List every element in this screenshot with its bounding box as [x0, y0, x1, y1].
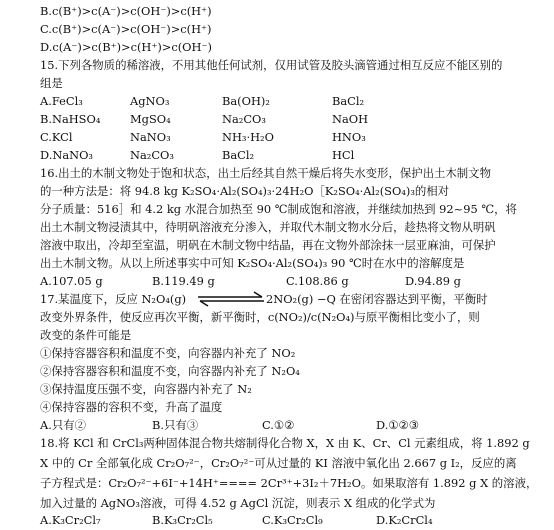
q16-option-b: B.119.49 g	[152, 274, 215, 288]
q17-condition-1: ①保持容器容积和温度不变，向容器内补充了 NO₂	[40, 346, 296, 360]
q18-option-a: A.K₃Cr₂Cl₇	[40, 513, 101, 527]
q17-condition-4: ④保持容器的容积不变，升高了温度	[40, 400, 223, 414]
q16-option-a: A.107.05 g	[40, 274, 103, 288]
q18-option-c: C.K₃Cr₂Cl₉	[262, 513, 323, 527]
q15-row-d-col-4: HCl	[332, 148, 355, 162]
q15-row-b-col-4: NaOH	[332, 112, 369, 126]
q17-stem-left: 17.某温度下，反应 N₂O₄(g)	[40, 292, 187, 306]
q15-row-c-col-1: C.KCl	[40, 130, 73, 144]
q16-stem-line-6: 出土木制文物。从以上所述事实中可知 K₂SO₄·Al₂(SO₄)₃ 90 ℃时在水中的溶解度是	[40, 256, 465, 270]
q16-stem-line-5: 溶液中取出，冷却至室温，明矾在木制文物中结晶，再在文物外部涂抹一层亚麻油，可保护	[40, 238, 496, 252]
q18-stem-line-4: 加入过量的 AgNO₃溶液，可得 4.52 g AgCl 沉淀，则表示 X 组成的化学式为	[40, 496, 436, 510]
q17-condition-2: ②保持容器容积和温度不变，向容器内补充了 N₂O₄	[40, 364, 300, 378]
q15-row-a-col-3: Ba(OH)₂	[222, 94, 270, 108]
q18-option-d: D.K₂CrCl₄	[376, 513, 433, 527]
q16-stem-line-1: 16.出土的木制文物处于饱和状态，出土后经其自然干燥后将失水变形，保护出土木制文物	[40, 166, 491, 180]
q15-row-c-col-4: HNO₃	[332, 130, 366, 144]
q17-stem-line-2: 改变外界条件，使反应再次平衡，新平衡时，c(NO₂)/c(N₂O₄)与原平衡相比变小了，则	[40, 310, 480, 324]
q17-option-c: C.①②	[262, 418, 295, 432]
q15-row-b-col-2: MgSO₄	[130, 112, 171, 126]
q16-stem-line-4: 出土木制文物浸渍其中，待明矾溶液充分渗入，并取代木制文物水分后，趁热将文物从明矾	[40, 220, 496, 234]
option-line-d: D.c(A⁻)>c(B⁺)>c(H⁺)>c(OH⁻)	[40, 40, 212, 54]
q17-stem-right: 2NO₂(g) −Q 在密闭容器达到平衡，平衡时	[266, 292, 488, 306]
q15-row-d-col-3: BaCl₂	[222, 148, 255, 162]
equilibrium-arrow-icon	[196, 291, 266, 307]
q15-row-c-col-3: NH₃·H₂O	[222, 130, 274, 144]
option-line-c: C.c(B⁺)>c(A⁻)>c(OH⁻)>c(H⁺)	[40, 22, 212, 36]
q15-row-a-col-1: A.FeCl₃	[40, 94, 83, 108]
q15-row-a-col-4: BaCl₂	[332, 94, 365, 108]
q15-row-b-col-1: B.NaHSO₄	[40, 112, 101, 126]
q15-row-b-col-3: Na₂CO₃	[222, 112, 266, 126]
q16-stem-line-2: 的一种方法是：将 94.8 kg K₂SO₄·Al₂(SO₄)₃·24H₂O［K₂SO₄·Al₂(SO₄)₃的相对	[40, 184, 450, 198]
q18-stem-line-1: 18.将 KCl 和 CrCl₃两种固体混合物共熔制得化合物 X，X 由 K、Cr、Cl 元素组成，将 1.892 g	[40, 436, 530, 450]
q16-stem-line-3: 分子质量：516］和 4.2 kg 水混合加热至 90 ℃制成饱和溶液，并继续加热到 92~95 ℃，将	[40, 202, 517, 216]
q18-stem-line-2: X 中的 Cr 全部氧化成 Cr₂O₇²⁻，Cr₂O₇²⁻可从过量的 KI 溶液中氧化出 2.667 g I₂，反应的离	[40, 456, 517, 470]
q17-condition-3: ③保持温度压强不变，向容器内补充了 N₂	[40, 382, 252, 396]
q15-row-d-col-2: Na₂CO₃	[130, 148, 174, 162]
q17-stem-line-3: 改变的条件可能是	[40, 328, 132, 342]
q15-stem-line-1: 15.下列各物质的稀溶液，不用其他任何试剂，仅用试管及胶头滴管通过相互反应不能区别的	[40, 58, 503, 72]
q18-stem-line-3: 子方程式是：Cr₂O₇²⁻+6I⁻+14H⁺==== 2Cr³⁺+3I₂＋7H₂O。如果取溶有 1.892 g X 的溶液，	[40, 476, 538, 490]
option-line-b: B.c(B⁺)>c(A⁻)>c(OH⁻)>c(H⁺)	[40, 4, 212, 18]
q15-row-c-col-2: NaNO₃	[130, 130, 171, 144]
q15-stem-line-2: 组是	[40, 76, 63, 90]
q17-option-b: B.只有③	[152, 418, 199, 432]
q17-option-d: D.①②③	[376, 418, 419, 432]
q16-option-d: D.94.89 g	[405, 274, 461, 288]
q18-option-b: B.K₃Cr₂Cl₅	[152, 513, 213, 527]
q15-row-a-col-2: AgNO₃	[130, 94, 170, 108]
q15-row-d-col-1: D.NaNO₃	[40, 148, 93, 162]
q17-option-a: A.只有②	[40, 418, 87, 432]
q16-option-c: C.108.86 g	[286, 274, 349, 288]
